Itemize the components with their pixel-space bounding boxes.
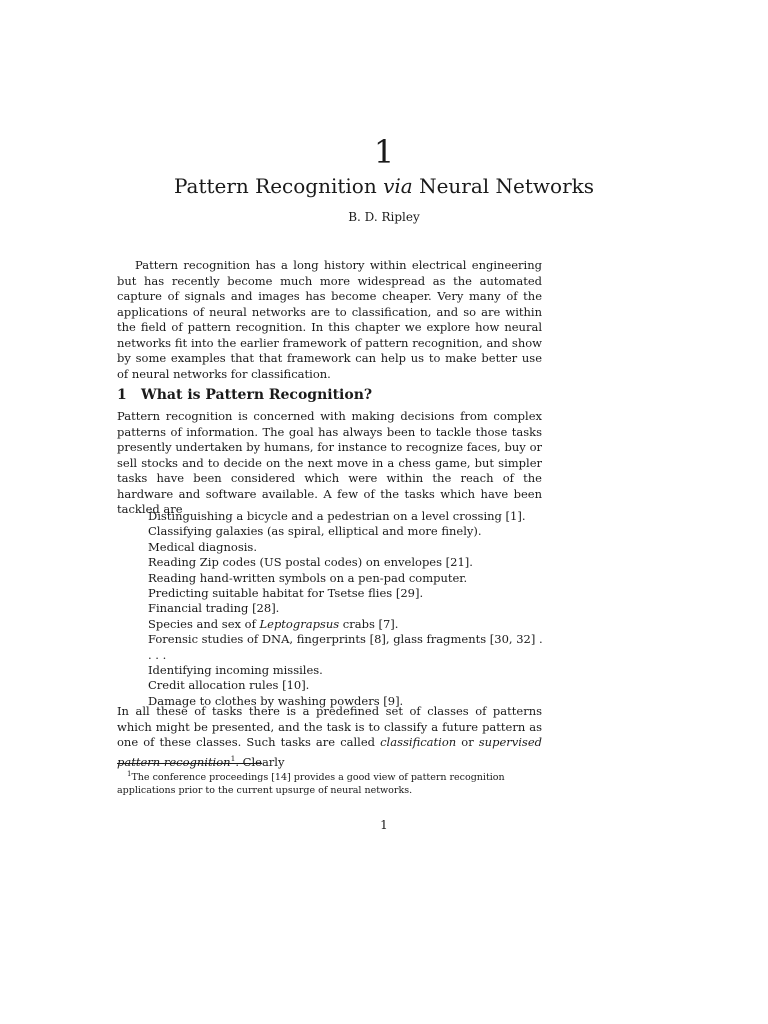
task-list-item: Financial trading [28].	[148, 601, 280, 616]
term-classification: classification	[380, 735, 457, 749]
paragraph-text-middle: or	[456, 735, 479, 749]
chapter-title-text: Pattern Recognition	[173, 174, 384, 198]
chapter-title-text-end: Neural Networks	[412, 174, 595, 198]
section-title: What is Pattern Recognition?	[141, 387, 373, 403]
task-text-end: crabs [7].	[339, 616, 399, 631]
task-list-item: Distinguishing a bicycle and a pedestrian on a level crossing [1].	[148, 509, 526, 523]
paragraph-text: In all these of tasks there is a predefined set of classes of patterns which might be presented, and the task is to classify a future pattern as one of these classes. Such tasks are called	[117, 704, 542, 749]
task-list-item: Identifying incoming missiles.	[148, 663, 323, 678]
task-list-item: Medical diagnosis.	[148, 539, 257, 554]
footnote-divider	[117, 763, 262, 764]
chapter-number: 1	[373, 133, 395, 171]
footnote-mark: 1	[127, 770, 132, 778]
task-list-item: Reading hand-written symbols on a pen-pad computer.	[148, 570, 468, 585]
task-list-item: Reading Zip codes (US postal codes) on envelopes [21].	[148, 555, 473, 570]
task-list-item: Classifying galaxies (as spiral, elliptical and more finely).	[148, 524, 482, 539]
body-paragraph-continued	[117, 704, 542, 770]
task-list	[148, 509, 543, 709]
chapter-title	[0, 172, 768, 200]
task-text: Species and sex of	[148, 616, 260, 631]
term-supervised-pattern-recognition: supervised pattern recognition	[117, 735, 542, 769]
task-list-item: Damage to clothes by washing powders [9].	[148, 693, 404, 708]
footnote-text: The conference proceedings [14] provides a good view of pattern recognition applications prior to the current upsurge of neural networks.	[117, 772, 505, 796]
task-list-item: Predicting suitable habitat for Tsetse flies [29].	[148, 586, 424, 601]
paragraph-text-end: . Clearly	[235, 754, 285, 769]
task-list-item	[148, 617, 543, 632]
abstract-paragraph: Pattern recognition has a long history within electrical engineering but has recently become much more widespread as the automated capture of signals and images has become cheaper. Very many of the applications of neural networks are to classification, and so are within the field of pattern recognition. In this chapter we explore how neural networks fit into the earlier framework of pattern recognition, and show by some examples that that framework can help us to make better use of neural networks for classification.	[117, 258, 542, 381]
footnote-reference[interactable]: 1	[230, 753, 236, 763]
footnote	[117, 768, 545, 797]
task-species-italic: Leptograpsus	[259, 616, 340, 631]
body-paragraph: Pattern recognition is concerned with making decisions from complex patterns of information. The goal has always been to tackle those tasks presently undertaken by humans, for instance to recognize faces, buy or sell stocks and to decide on the next move in a chess game, but simpler tasks have been considered which were within the reach of the hardware and software available. A few of the tasks which have been tackled are	[117, 409, 542, 516]
chapter-title-italic: via	[383, 174, 413, 198]
author-name: B. D. Ripley	[348, 210, 420, 224]
task-list-item: Credit allocation rules [10].	[148, 678, 310, 693]
section-heading	[117, 385, 542, 405]
task-list-item: Forensic studies of DNA, fingerprints [8], glass fragments [30, 32] . . . .	[148, 632, 543, 662]
section-number: 1	[117, 387, 127, 403]
page-number: 1	[380, 818, 388, 832]
